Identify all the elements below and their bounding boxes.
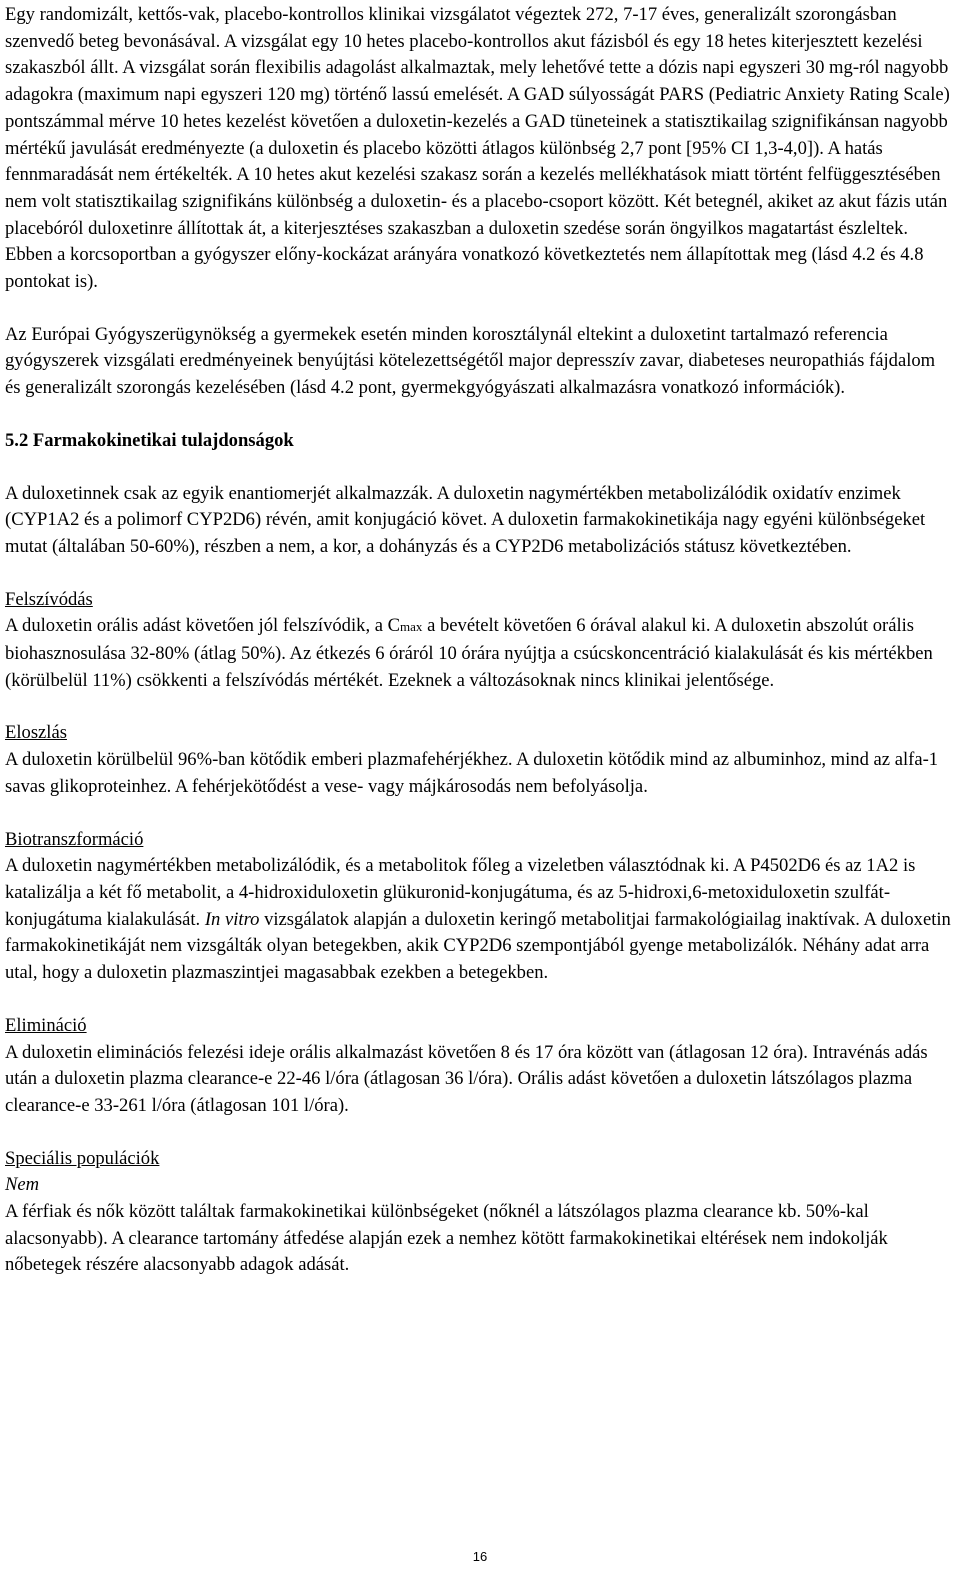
document-page <box>5 0 953 1279</box>
elimination-section <box>5 1013 953 1120</box>
section-intro-paragraph: A duloxetinnek csak az egyik enantiomerjét alkalmazzák. A duloxetin nagymértékben metabolizálódik oxidatív enzimek (CYP1A2 és a polimorf CYP2D6) révén, amit konjugáció követ. A duloxetin farmakokinetikája nagy egyéni különbségeket mutat (általában 50-60%), részben a nem, a kor, a dohányzás és a CYP2D6 metabolizációs státusz következtében. <box>5 482 926 557</box>
absorption-section <box>5 587 953 695</box>
distribution-section <box>5 720 953 800</box>
elimination-title: Elimináció <box>5 1014 87 1036</box>
special-populations-title: Speciális populációk <box>5 1147 160 1169</box>
sex-paragraph: A férfiak és nők között találtak farmakokinetikai különbségeket (nőknél a látszólagos plazma clearance kb. 50%-kal alacsonyabb). A clearance tartomány átfedése alapján ezek a nemhez kötött farmakokinetikai eltérések nem indokolják nőbetegek részére alacsonyabb adagok adását. <box>5 1201 888 1276</box>
biotransformation-section <box>5 827 953 987</box>
absorption-title: Felszívódás <box>5 588 93 610</box>
pediatric-gad-study-paragraph: Egy randomizált, kettős-vak, placebo-kontrollos klinikai vizsgálatot végeztek 272, 7-17 éves, generalizált szorongásban szenvedő beteg bevonásával. A vizsgálat egy 10 hetes placebo-kontrollos akut fázisból és egy 18 hetes kiterjesztett kezelési szakaszból állt. A vizsgálat során flexibilis adagolást alkalmaztak, mely lehetővé tette a dózis napi egyszeri 30 mg-ról nagyobb adagokra (maximum napi egyszeri 120 mg) történő lassú emelését. A GAD súlyosságát PARS (Pediatric Anxiety Rating Scale) pontszámmal mérve 10 hetes kezelést követően a duloxetin-kezelés a GAD tüneteinek a statisztikailag szignifikánsan nagyobb mértékű javulását eredményezte (a duloxetin és placebo közötti átlagos különbség 2,7 pont [95% CI 1,3-4,0]). A hatás fennmaradását nem értékelték. A 10 hetes akut kezelési szakasz során a kezelés mellékhatások miatt történt felfüggesztésében nem volt statisztikailag szignifikáns különbség a duloxetin- és a placebo-csoport között. Két betegnél, akiket az akut fázis után placebóról duloxetinre állítottak át, a kiterjesztéses szakaszban a duloxetin szedése során öngyilkos magatartást észleltek. Ebben a korcsoportban a gyógyszer előny-kockázat arányára vonatkozó következtetés nem állapítottak meg (lásd 4.2 és 4.8 pontokat is). <box>5 4 950 293</box>
section-heading: 5.2 Farmakokinetikai tulajdonságok <box>5 429 294 451</box>
biotransformation-title: Biotranszformáció <box>5 828 144 850</box>
absorption-paragraph: A duloxetin orális adást követően jól felszívódik, a Cmax a bevételt követően 6 órával alakul ki. A duloxetin abszolút orális biohasznosulása 32-80% (átlag 50%). Az étkezés 6 óráról 10 órára nyújtja a csúcskoncentráció kialakulását és kis mértékben (körülbelül 11%) csökkenti a felszívódás mértékét. Ezeknek a változásoknak nincs klinikai jelentősége. <box>5 615 933 691</box>
special-populations-section <box>5 1146 953 1280</box>
in-vitro-italic: In vitro <box>204 908 260 930</box>
distribution-paragraph: A duloxetin körülbelül 96%-ban kötődik emberi plazmafehérjékhez. A duloxetin kötődik mind az albuminhoz, mind az alfa-1 savas glikoproteinhez. A fehérjekötődést a vese- vagy májkárosodás nem befolyásolja. <box>5 749 939 797</box>
ema-waiver-paragraph: Az Európai Gyógyszerügynökség a gyermekek esetén minden korosztálynál eltekint a duloxetint tartalmazó referencia gyógyszerek vizsgálati eredményeinek benyújtási kötelezettségétől major depresszív zavar, diabeteses neuropathiás fájdalom és generalizált szorongás kezelésében (lásd 4.2 pont, gyermekgyógyászati alkalmazásra vonatkozó információk). <box>5 323 936 399</box>
cmax-subscript: max <box>400 619 423 635</box>
distribution-title: Eloszlás <box>5 722 67 744</box>
elimination-paragraph: A duloxetin eliminációs felezési ideje orális alkalmazást követően 8 és 17 óra között van (átlagosan 12 óra). Intravénás adás után a duloxetin plazma clearance-e 22-46 l/óra (átlagosan 36 l/óra). Orális adást követően a duloxetin látszólagos plazma clearance-e 33-261 l/óra (átlagosan 101 l/óra). <box>5 1041 928 1116</box>
page-number: 16 <box>472 1549 488 1564</box>
sex-subtitle: Nem <box>5 1174 40 1196</box>
biotransformation-paragraph: A duloxetin nagymértékben metabolizálódik, és a metabolitok főleg a vizeletben választódnak ki. A P4502D6 és az 1A2 is katalizálja a két fő metabolit, a 4-hidroxiduloxetin glükuronid-konjugátuma, és az 5-hidroxi,6-metoxiduloxetin szulfát-konjugátuma kialakulását. In vitro vizsgálatok alapján a duloxetin keringő metabolitjai farmakológiailag inaktívak. A duloxetin farmakokinetikáját nem vizsgálták olyan betegekben, akik CYP2D6 szempontjából gyenge metabolizálók. Néhány adat arra utal, hogy a duloxetin plazmaszintjei magasabbak ezekben a betegekben. <box>5 855 951 984</box>
